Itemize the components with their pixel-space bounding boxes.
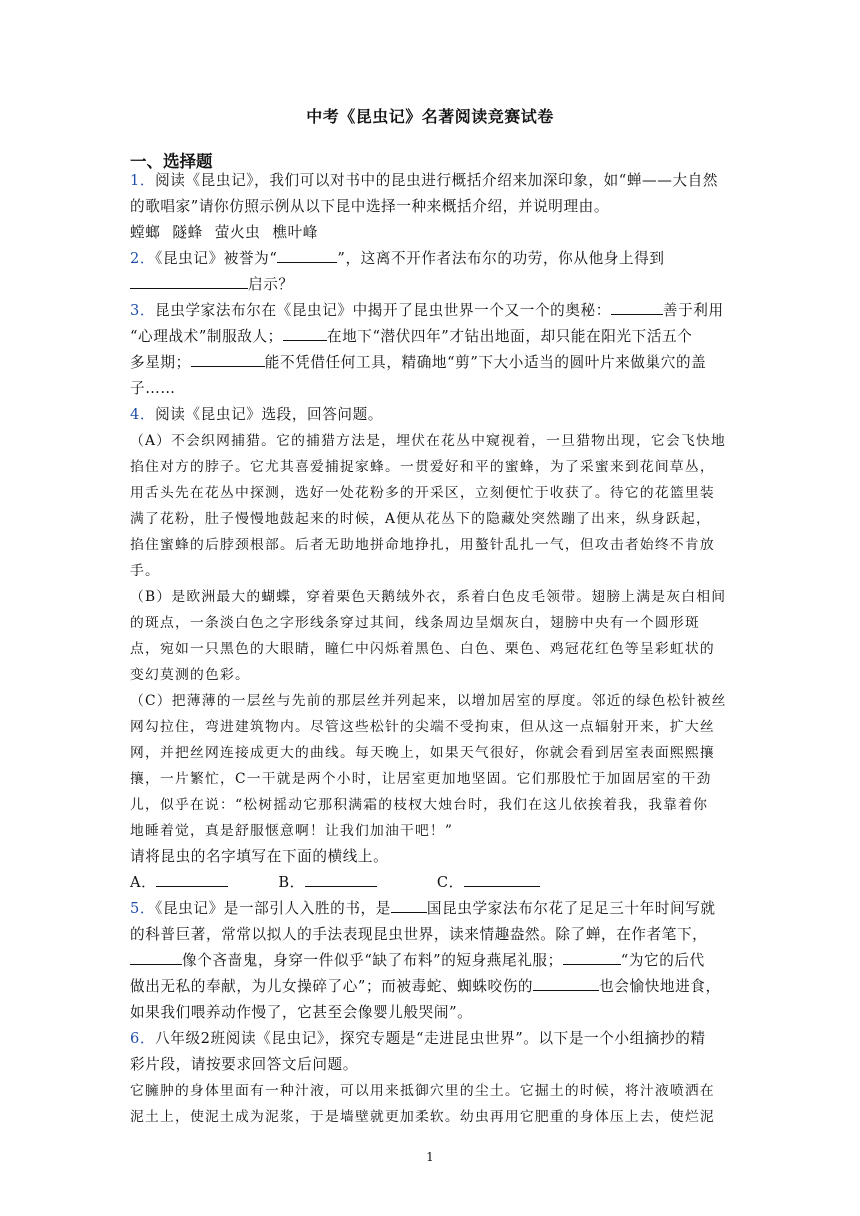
q1-options: [130, 220, 730, 246]
q4-intro: 阅读《昆虫记》选段，回答问题。: [155, 406, 384, 423]
passage-b-line: 点，宛如一只黑色的大眼睛，瞳仁中闪烁着黑色、白色、栗色、鸡冠花红色等呈彩虹状的: [130, 641, 715, 657]
passage-a-line: 用舌头先在花丛中探测，选好一处花粉多的开采区，立刻便忙于收获了。待它的花篮里装: [130, 485, 715, 501]
passage-b-line: （B）是欧洲最大的蝴蝶，穿着栗色天鹅绒外衣，系着白色皮毛领带。翅膀上满是灰白相间: [130, 589, 727, 605]
q6-line-2: 彩片段，请按要求回答文后问题。: [130, 1056, 358, 1073]
passage-c-line: （C）把薄薄的一层丝与先前的那层丝并列起来，以增加居室的厚度。邻近的绿色松针被丝: [130, 693, 727, 709]
q3-text-2a: “心理战术”制服敌人；: [130, 328, 283, 345]
answer-blank[interactable]: [130, 273, 248, 289]
answer-blank[interactable]: [277, 247, 337, 263]
answer-blank[interactable]: [391, 897, 427, 913]
q5-text-1b: 国昆虫学家法布尔花了足足三十年时间写就: [426, 900, 716, 917]
passage-c-line: 儿，似乎在说：“松树摇动它那积满霜的枝杈大烛台时，我们在这儿依挨着我，我靠着你: [130, 797, 709, 813]
passage-a-line: 满了花粉，肚子慢慢地鼓起来的时候，A便从花丛下的隐藏处突然蹦了出来，纵身跃起，: [130, 511, 712, 527]
q1-number: 1．: [130, 172, 156, 189]
answer-blank[interactable]: [464, 871, 540, 887]
q4-option-b: B．: [278, 874, 305, 891]
question-body: [130, 168, 730, 1130]
q5-text-4a: 做出无私的奉献，为儿女操碎了心”；而被毒蛇、蜘蛛咬伤的: [130, 978, 534, 995]
q6-line-1: [130, 1026, 730, 1052]
q1-line-2: 的歌唱家”请你仿照示例从以下昆中选择一种来概括介绍，并说明理由。: [130, 198, 610, 215]
q5-number: 5．: [130, 900, 156, 917]
q4-option-a: A．: [130, 874, 157, 891]
q5-line-5: 如果我们喂养动作慢了，它甚至会像婴儿般哭闹”。: [130, 1004, 473, 1021]
q3-text-3a: 多星期；: [130, 354, 191, 371]
passage-a-line: 掐住蜜蜂的后脖颈根部。后者无助地拼命地挣扎，用螯针乱扎一气，但攻击者始终不肯放: [130, 537, 715, 553]
q5-line-3: [130, 948, 730, 974]
passage-a-line: （A）不会织网捕猎。它的捕猎方法是，埋伏在花丛中窥视着，一旦猎物出现，它会飞快地: [130, 433, 727, 449]
q5-line-1: [130, 896, 730, 922]
q4-line-intro: [130, 402, 730, 428]
q1-option: 螳螂: [130, 224, 161, 241]
q5-text-1a: 《昆虫记》是一部引人入胜的书，是: [155, 900, 391, 917]
q3-line-4: 子……: [130, 380, 176, 397]
answer-blank[interactable]: [283, 325, 327, 341]
answer-blank[interactable]: [611, 299, 663, 315]
q1-option: 萤火虫: [214, 224, 261, 241]
q3-text-2b: 在地下“潜伏四年”才钻出地面，却只能在阳光下活五个: [326, 328, 693, 345]
passage-c-line: 网勾拉住，弯进建筑物内。尽管这些松针的尖端不受拘束，但从这一点辐射开来，扩大丝: [130, 719, 715, 735]
q6-text-1: 八年级2班阅读《昆虫记》，探究专题是“走进昆虫世界”。以下是一个小组摘抄的精: [155, 1030, 706, 1047]
answer-blank[interactable]: [305, 871, 377, 887]
q5-line-4: [130, 974, 730, 1000]
q1-option: 隧蜂: [172, 224, 203, 241]
q2-text-2: 启示？: [248, 276, 294, 293]
q1-option: 樵叶峰: [272, 224, 318, 241]
q3-text-1b: 善于利用: [662, 302, 724, 319]
q2-line-1: [130, 246, 730, 272]
q2-number: 2．: [130, 250, 156, 267]
q6-number: 6．: [130, 1030, 156, 1047]
q1-text-1: 阅读《昆虫记》，我们可以对书中的昆虫进行概括介绍来加深印象，如“蝉——大自然: [155, 172, 719, 189]
q3-line-2: [130, 324, 730, 350]
answer-blank[interactable]: [130, 949, 182, 965]
q6-passage-line: 它臃肿的身体里面有一种汁液，可以用来抵御穴里的尘土。它掘土的时候，将汁液喷洒在: [130, 1083, 715, 1099]
q3-text-3b: 能不凭借任何工具，精确地“剪”下大小适当的圆叶片来做巢穴的盖: [264, 354, 707, 371]
q5-text-4b: 也会愉快地进食，: [599, 978, 721, 995]
answer-blank[interactable]: [533, 975, 599, 991]
q2-text-1b: ”，这离不开作者法布尔的功劳，你从他身上得到: [337, 250, 665, 267]
q6-passage-line: 泥土上，使泥土成为泥浆，于是墙壁就更加柔软。幼虫再用它肥重的身体压上去，使烂泥: [130, 1109, 715, 1125]
passage-a-line: 掐住对方的脖子。它尤其喜爱捕捉家蜂。一贯爱好和平的蜜蜂，为了采蜜来到花间草丛，: [130, 459, 715, 475]
answer-blank[interactable]: [563, 949, 621, 965]
passage-a-line: 手。: [130, 563, 160, 579]
q1-line-1: [130, 168, 730, 194]
passage-c-line: 攘，一片繁忙，C一干就是两个小时，让居室更加地坚固。它们那股忙于加固居室的干劲: [130, 771, 712, 787]
q3-number: 3．: [130, 302, 156, 319]
q2-text-1a: 《昆虫记》被誉为“: [155, 250, 278, 267]
q4-option-c: C．: [436, 874, 464, 891]
answer-blank[interactable]: [156, 871, 228, 887]
passage-c-line: 网，并把丝网连接成更大的曲线。每天晚上，如果天气很好，你就会看到居室表面熙熙攘: [130, 745, 715, 761]
q4-answer-row: [130, 870, 730, 896]
passage-b-line: 的斑点，一条淡白色之字形线条穿过其间，线条周边呈烟灰白，翅膀中央有一个圆形斑: [130, 615, 700, 631]
q4-number: 4．: [130, 406, 156, 423]
q3-line-1: [130, 298, 730, 324]
q4-ask: 请将昆虫的名字填写在下面的横线上。: [130, 848, 389, 865]
page-number: 1: [426, 1150, 434, 1164]
answer-blank[interactable]: [191, 351, 265, 367]
q3-text-1a: 昆虫学家法布尔在《昆虫记》中揭开了昆虫世界一个又一个的奥秘：: [155, 302, 611, 319]
q5-line-2: 的科普巨著，常常以拟人的手法表现昆虫世界，读来情趣盎然。除了蝉，在作者笔下，: [130, 926, 708, 943]
q5-text-3b: “为它的后代: [620, 952, 705, 969]
page-title: 中考《昆虫记》名著阅读竞赛试卷: [306, 107, 554, 126]
q3-line-3: [130, 350, 730, 376]
q5-text-3a: 像个吝啬鬼，身穿一件似乎“缺了布料”的短身燕尾礼服；: [182, 952, 563, 969]
passage-b-line: 变幻莫测的色彩。: [130, 667, 250, 683]
passage-c-line: 地睡着觉，真是舒服惬意啊！让我们加油干吧！”: [130, 823, 454, 839]
section-heading: 一、选择题: [130, 152, 213, 171]
q2-line-2: [130, 272, 730, 298]
